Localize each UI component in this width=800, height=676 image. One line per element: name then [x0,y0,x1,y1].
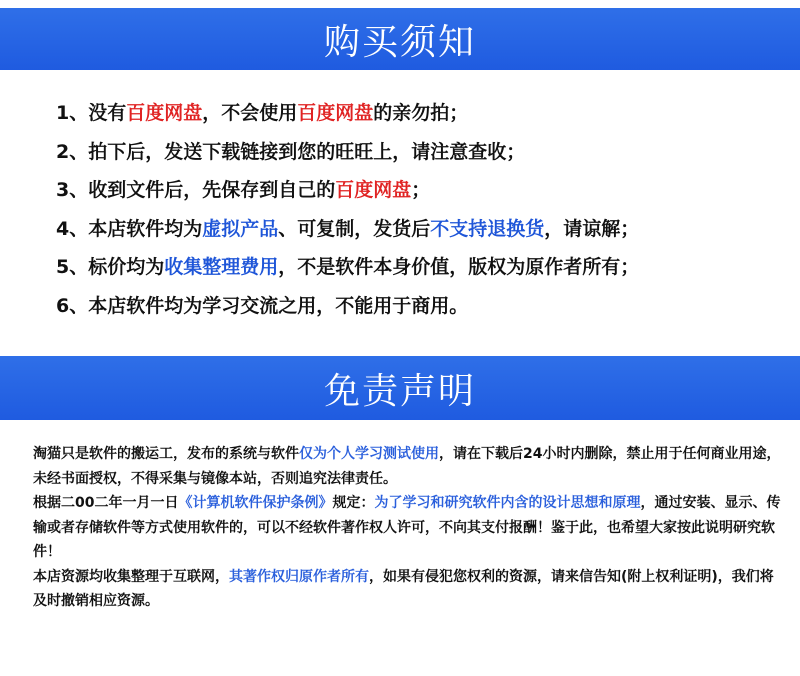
highlight-blue: 虚拟产品 [202,217,279,240]
highlight-blue: 收集整理费用 [164,256,279,278]
notice-item-2 [56,133,776,172]
notice-item-3 [56,171,776,210]
highlight-blue: 仅为个人学习测试使用 [299,446,439,462]
disclaimer-text: ，通过安装、显示、传输或者存储软件等方式使用软件的，可以不经软件著作权人许可，不向其支付报酬！鉴于此，也希望大家按此说明研究软件！ [33,495,781,560]
disclaimer-paragraph-2 [33,491,783,565]
notice-text: 的亲勿拍； [373,102,469,124]
notice-text: 、可复制，发货后 [278,217,431,240]
notice-item-6 [56,287,776,326]
notice-item-4 [56,210,776,249]
notice-text: 3、收到文件后，先保存到自己的 [56,179,336,201]
notice-item-1 [56,94,776,133]
notice-text: ，不会使用 [202,102,298,124]
disclaimer-paragraph-1 [33,442,783,491]
disclaimer-text: 淘猫只是软件的搬运工，发布的系统与软件 [33,446,299,462]
disclaimer-banner [0,356,800,420]
purchase-notice-list [56,94,776,325]
disclaimer-text: 规定： [332,495,375,511]
highlight-red: 百度网盘 [297,102,374,124]
highlight-blue: 为了学习和研究软件内含的设计思想和原理 [374,495,641,511]
highlight-blue: 《计算机软件保护条例》 [178,495,333,511]
purchase-notice-banner [0,8,800,70]
disclaimer-paragraph-3 [33,565,783,614]
disclaimer-text: ，如果有侵犯您权利的资源，请来信告知(附上权利证明)，我们将及时撤销相应资源。 [33,568,774,609]
purchase-notice-title: 购买须知 [323,21,476,63]
highlight-red: 百度网盘 [126,102,203,124]
disclaimer-title: 免责声明 [323,370,476,412]
highlight-blue: 其著作权归原作者所有 [229,568,369,585]
notice-item-5 [56,248,776,287]
disclaimer-body [33,442,783,614]
notice-text: ，请谅解； [544,217,640,240]
notice-text: ，不是软件本身价值，版权为原作者所有； [278,256,640,278]
notice-text: ； [411,179,431,201]
notice-text: 5、标价均为 [56,256,165,278]
disclaimer-text: ，请在下载后24小时内删除，禁止用于任何商业用途，未经书面授权，不得采集与镜像本站，否则追究法律责任。 [33,446,781,487]
notice-text: 4、本店软件均为 [56,217,203,240]
disclaimer-text: 根据二00二年一月一日 [33,495,179,511]
highlight-red: 百度网盘 [335,179,412,201]
disclaimer-text: 本店资源均收集整理于互联网， [33,568,229,585]
highlight-blue: 不支持退换货 [430,217,545,240]
notice-text: 1、没有 [56,102,127,124]
notice-text: 6、本店软件均为学习交流之用，不能用于商用。 [56,294,469,317]
notice-text: 2、拍下后，发送下载链接到您的旺旺上，请注意查收； [56,140,526,163]
